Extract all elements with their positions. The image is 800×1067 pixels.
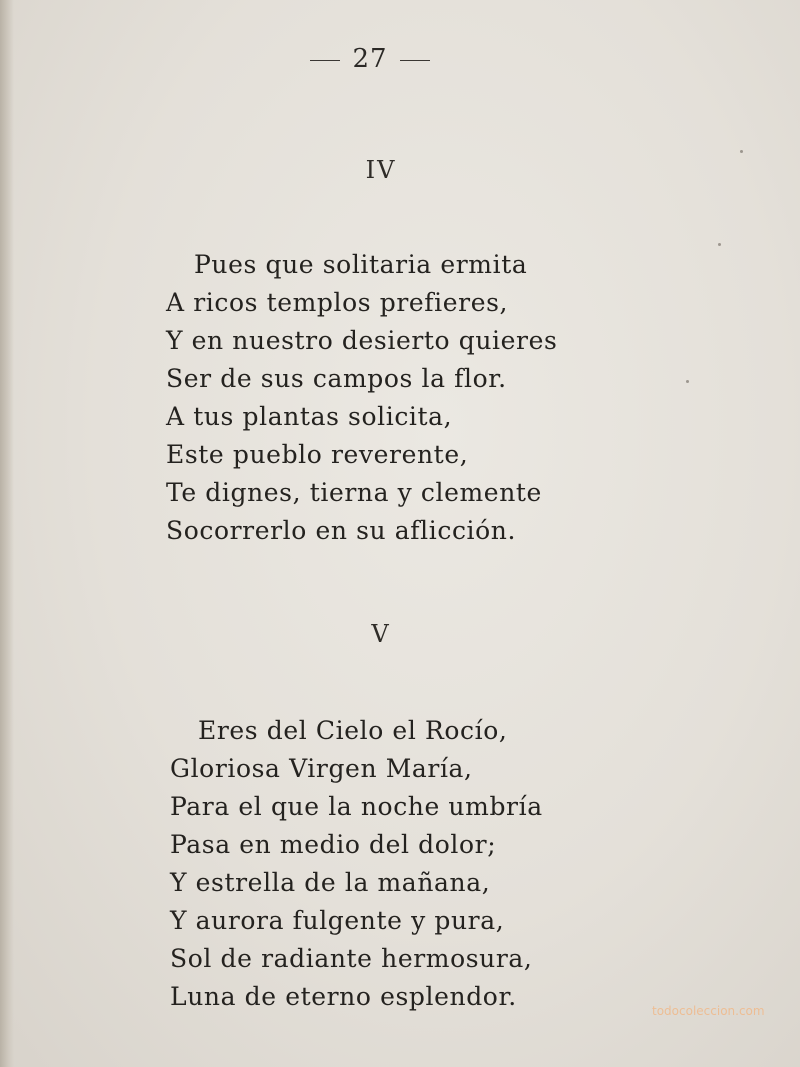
verse-line: Pues que solitaria ermita <box>194 250 528 279</box>
section-heading-v: V <box>371 620 391 648</box>
verse-line: Ser de sus campos la flor. <box>166 364 507 393</box>
paper-speck <box>718 243 721 246</box>
stanza-v <box>170 712 543 1016</box>
verse-line: Y estrella de la mañana, <box>170 868 491 897</box>
verse-line: Y en nuestro desierto quieres <box>166 326 558 355</box>
page-number-dash-left <box>310 60 340 61</box>
verse-line: Pasa en medio del dolor; <box>170 830 497 859</box>
stanza-iv <box>166 246 557 550</box>
verse-line: Sol de radiante hermosura, <box>170 944 533 973</box>
verse-line: Para el que la noche umbría <box>170 792 543 821</box>
verse-line: Eres del Cielo el Rocío, <box>198 716 508 745</box>
section-heading-iv: IV <box>365 156 397 184</box>
verse-line: Este pueblo reverente, <box>166 440 469 469</box>
paper-speck <box>686 380 689 383</box>
page-number <box>0 44 740 74</box>
verse-line: Gloriosa Virgen María, <box>170 754 473 783</box>
verse-line: Socorrerlo en su aflicción. <box>166 516 517 545</box>
verse-line: A ricos templos prefieres, <box>166 288 509 317</box>
page-number-value: 27 <box>352 44 388 74</box>
page-number-dash-right <box>400 60 430 61</box>
verse-line: Luna de eterno esplendor. <box>170 982 517 1011</box>
verse-line: Te dignes, tierna y clemente <box>166 478 542 507</box>
verse-line: Y aurora fulgente y pura, <box>170 906 505 935</box>
paper-speck <box>740 150 743 153</box>
verse-line: A tus plantas solicita, <box>166 402 453 431</box>
watermark: todocoleccion.com <box>652 1004 765 1018</box>
